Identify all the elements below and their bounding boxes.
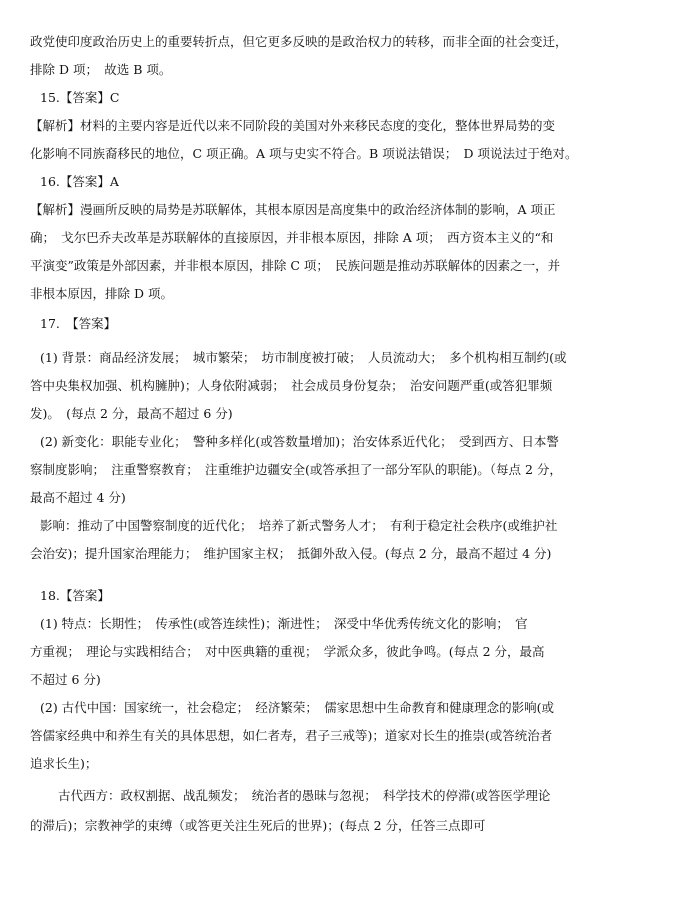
- text-line: 方重视； 理论与实践相结合； 对中医典籍的重视； 学派众多，彼此争鸣。(每点 2 分，最高: [30, 644, 545, 659]
- text-line: 答儒家经典中和养生有关的具体思想，如仁者寿，君子三戒等)；道家对长生的推崇(或答统治者: [30, 728, 553, 743]
- text-line: 【解析】材料的主要内容是近代以来不同阶段的美国对外来移民态度的变化，整体世界局势的变: [30, 118, 556, 133]
- text-line: 不超过 6 分): [30, 672, 101, 687]
- text-line: 答中央集权加强、机构臃肿)；人身依附减弱； 社会成员身份复杂； 治安问题严重(或答犯罪频: [30, 378, 553, 393]
- text-line: 平演变”政策是外部因素，并非根本原因，排除 C 项； 民族问题是推动苏联解体的因素之一，并: [30, 258, 561, 273]
- text-line: 【解析】漫画所反映的局势是苏联解体，其根本原因是高度集中的政治经济体制的影响，A 项正: [30, 202, 556, 217]
- text-line: 察制度影响； 注重警察教育； 注重维护边疆安全(或答承担了一部分军队的职能)。（每点 2 分，: [30, 462, 562, 477]
- text-line: 追求长生)；: [30, 756, 98, 771]
- text-line: 的滞后)；宗教神学的束缚（或答更关注生死后的世界)；(每点 2 分，任答三点即可: [30, 818, 486, 833]
- text-line: (2) 古代中国：国家统一，社会稳定； 经济繁荣； 儒家思想中生命教育和健康理念的影响(或: [40, 700, 555, 715]
- text-line: 最高不超过 4 分): [30, 490, 126, 505]
- answer-heading-17: 17. 【答案】: [40, 316, 117, 331]
- text-line: 会治安)；提升国家治理能力； 维护国家主权； 抵御外敌入侵。(每点 2 分，最高不超过 4 分): [30, 546, 552, 561]
- text-line: 发)。 (每点 2 分，最高不超过 6 分): [30, 406, 233, 421]
- answer-heading-15: 15.【答案】C: [40, 90, 120, 105]
- text-line: 化影响不同族裔移民的地位，C 项正确。A 项与史实不符合。B 项说法错误； D 项说法过于绝对。: [30, 146, 578, 161]
- text-line: 影响：推动了中国警察制度的近代化； 培养了新式警务人才； 有利于稳定社会秩序(或维护社: [40, 518, 558, 533]
- text-line: 排除 D 项； 故选 B 项。: [30, 62, 172, 77]
- text-line: 确； 戈尔巴乔夫改革是苏联解体的直接原因，并非根本原因，排除 A 项； 西方资本主义的“和: [30, 230, 554, 245]
- text-line: (1) 特点：长期性； 传承性(或答连续性)；渐进性； 深受中华优秀传统文化的影响； 官: [40, 616, 528, 631]
- text-line: (1) 背景：商品经济发展； 城市繁荣； 坊市制度被打破； 人员流动大； 多个机构相互制约(或: [40, 350, 567, 365]
- answer-heading-16: 16.【答案】A: [40, 174, 119, 189]
- answer-heading-18: 18.【答案】: [40, 588, 110, 603]
- text-line: (2) 新变化：职能专业化； 警种多样化(或答数量增加)；治安体系近代化； 受到西方、日本警: [40, 434, 559, 449]
- text-line: 政党使印度政治历史上的重要转折点，但它更多反映的是政治权力的转移，而非全面的社会变迁，: [30, 34, 568, 49]
- text-line: 古代西方：政权割据、战乱频发； 统治者的愚昧与忽视； 科学技术的停滞(或答医学理论: [58, 788, 551, 803]
- text-line: 非根本原因，排除 D 项。: [30, 286, 173, 301]
